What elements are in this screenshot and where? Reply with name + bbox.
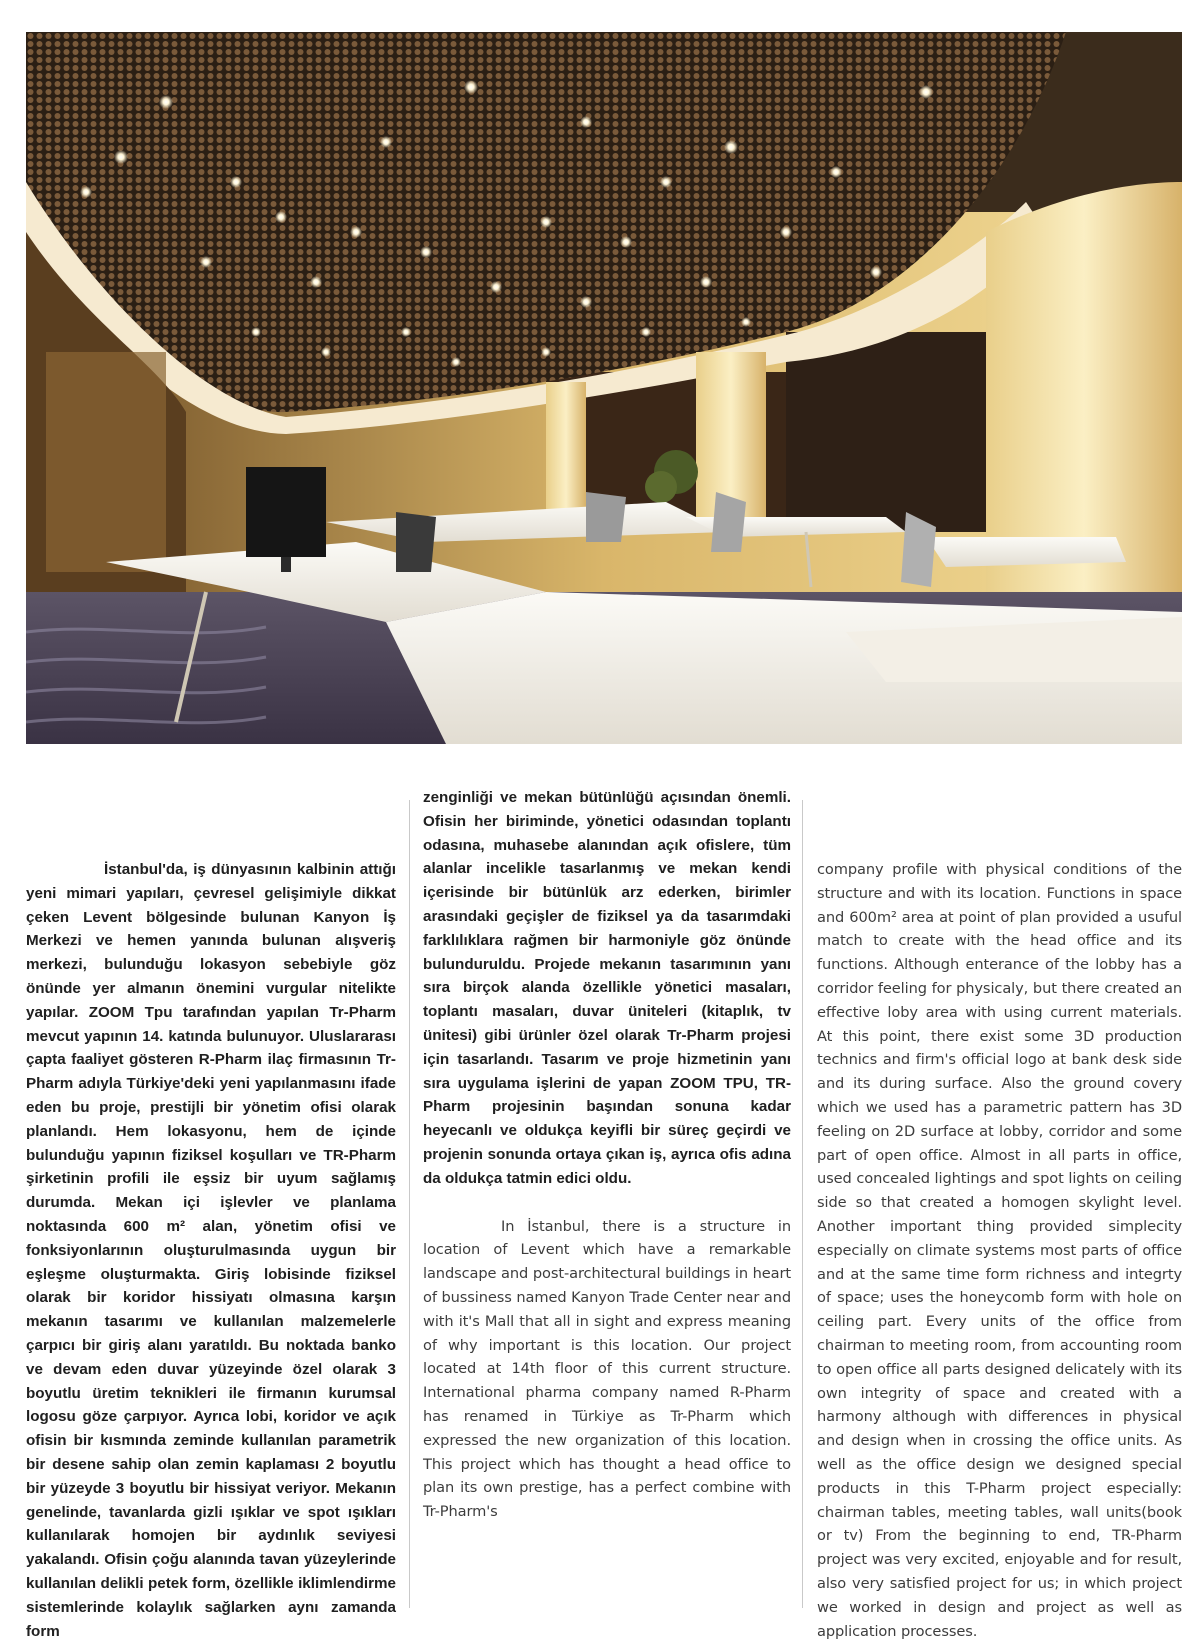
body-column-middle bbox=[423, 786, 791, 1524]
office-interior-photo bbox=[26, 32, 1182, 744]
column-divider bbox=[409, 800, 410, 1608]
office-interior-illustration bbox=[26, 32, 1182, 744]
body-column-english bbox=[817, 858, 1182, 1643]
paragraph-turkish-1: İstanbul'da, iş dünyasının kalbinin attığı yeni mimari yapıları, çevresel gelişimiyle dikkat çeken Levent bölgesinde bulunan Kanyon İş Merkezi ve hemen yanında bulunan alışveriş merkezi, bulunduğu lokasyon sebebiyle göz önünde yer almanın önemini vurgular nitelikte yapılar. ZOOM Tpu tarafından yapılan Tr-Pharm mevcut yapının 14. katında bulunuyor. Uluslararası çapta faaliyet gösteren R-Pharm ilaç firmasının Tr-Pharm adıyla Türkiye'deki yeni yapılanmasını ifade eden bu proje, prestijli bir yönetim ofisi olarak planlandı. Hem lokasyonu, hem de içinde bulunduğu yapının fiziksel koşulları ve TR-Pharm şirketinin profili ile eşsiz bir uyum sağlamış durumda. Mekan içi işlevler ve planlama noktasında 600 m² alan, yönetim ofisi ve fonksiyonlarının oluşturulmasında uygun bir eşleşme oluşturmakta. Giriş lobisinde fiziksel olarak bir koridor hissiyatı olmasına karşın mekanın tasarımı ve kullanılan malzemelerle çarpıcı bir giriş alanı yaratıldı. Bu noktada banko ve devam eden duvar yüzeyinde özel olarak 3 boyutlu üretim teknikleri ile firmanın kurumsal logosu göze çarpıyor. Ayrıca lobi, koridor ve açık ofisin bir kısmında zeminde kullanılan parametrik bir desene sahip olan zemin kaplaması 2 boyutlu bir yüzeyde 3 boyutlu bir hissiyat veriyor. Mekanın genelinde, tavanlarda gizli ışıklar ve spot ışıkları kullanılarak homojen bir aydınlık seviyesi yakalandı. Ofisin çoğu alanında tavan yüzeylerinde kullanılan delikli petek form, özellikle iklimlendirme sistemlerinde kolaylık sağlarken aynı zamanda form bbox=[26, 861, 396, 1640]
body-column-turkish bbox=[26, 858, 396, 1643]
column-divider bbox=[802, 800, 803, 1608]
paragraph-turkish-2: zenginliği ve mekan bütünlüğü açısından önemli. Ofisin her biriminde, yönetici odasından toplantı odasına, muhasebe alanından açık ofislere, tüm alanlar incelikle tasarlanmış ve mekan kendi içerisinde bir bütünlük arz ederken, birimler arasındaki geçişler de fiziksel ya da tasarımdaki farklılıklara rağmen bir harmoniyle göz önünde bulunduruldu. Projede mekanın tasarımının yanı sıra birçok alanda özellikle yönetici masaları, toplantı masaları, duvar üniteleri (kitaplık, tv ünitesi) gibi ürünler özel olarak Tr-Pharm projesi için tasarlandı. Tasarım ve proje hizmetinin yanı sıra uygulama işlerini de yapan ZOOM TPU, TR-Pharm projesinin başından sonuna kadar heyecanlı ve oldukça keyifli bir süreç geçirdi ve projenin sonunda ortaya çıkan iş, ayrıca ofis adına da oldukça tatmin edici oldu. bbox=[423, 789, 791, 1187]
paragraph-english-2: company profile with physical conditions of the structure and with its location. Functions in space and 600m² area at point of plan provided a usuful match to create with the head office and its functions. Although enterance of the lobby has a corridor feeling for physicaly, but there created an effective loby area with using current materials. At this point, there exist some 3D production technics and firm's official logo at bank desk side and its during surface. Also the ground covery which we used has a parametric pattern has 3D feeling on 2D surface at lobby, corridor and some part of open office. Almost in all parts in office, used concealed lightings and spot lights on ceiling side so that created a homogen skylight level. Another important thing provided simplecity especially on climate systems most parts of office and at the same time form richness and integrty of space; uses the honeycomb form with hole on ceiling part. Every units of the office from chairman to meeting room, from accounting room to open office all parts designed delicately with its own integrity of space and created with a harmony although with differences in physical and design when in crossing the office units. As well as the office design we designed special products in this T-Pharm project especially: chairman tables, meeting tables, wall units(book or tv) From the beginning to end, TR-Pharm project was very excited, enjoyable and for result, also very satisfied project for us; in which project we worked in design and project as well as application processes. bbox=[817, 861, 1182, 1640]
paragraph-english-1: In İstanbul, there is a structure in location of Levent which have a remarkable landscape and post-architectural buildings in heart of bussiness named Kanyon Trade Center near and with it's Mall that all in sight and express meaning of why important is this location. Our project located at 14th floor of this current structure. International pharma company named R-Pharm has renamed in Türkiye as Tr-Pharm which expressed the new organization of this location. This project which has thought a head office to plan its own prestige, has a perfect combine with Tr-Pharm's bbox=[423, 1217, 791, 1521]
